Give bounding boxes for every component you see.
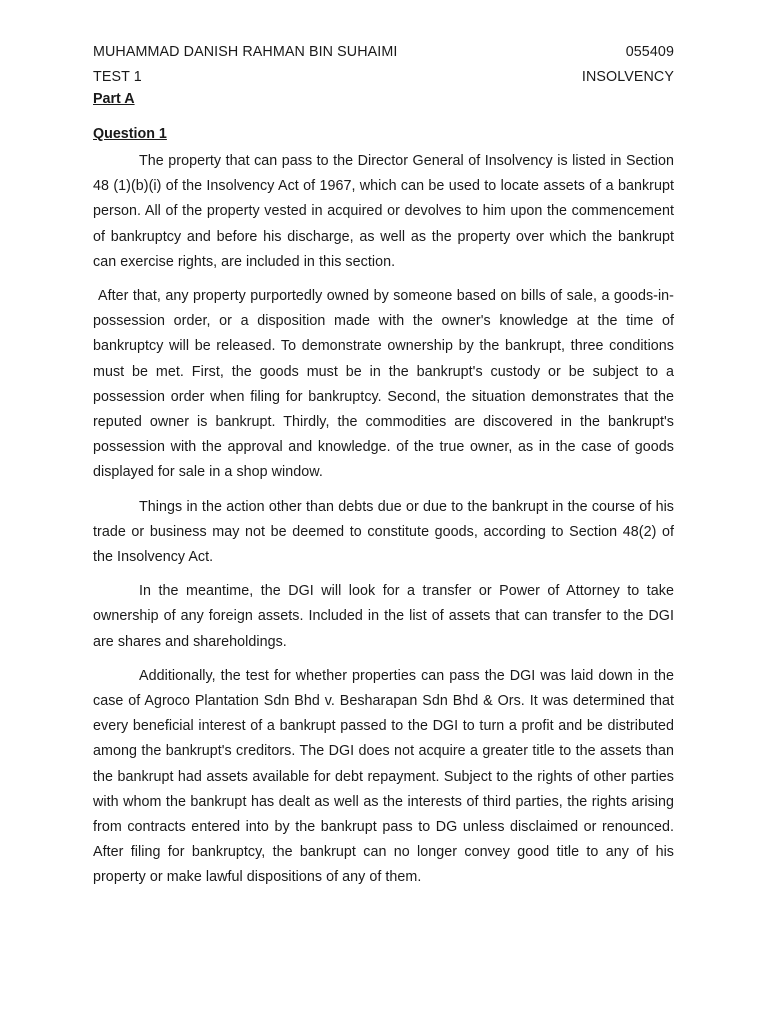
student-name: MUHAMMAD DANISH RAHMAN BIN SUHAIMI [93,44,398,60]
question-heading: Question 1 [93,126,167,142]
paragraph: After that, any property purportedly owned by someone based on bills of sale, a goods-in-possession order, or a disposition made with the owner's knowledge at the time of bankruptcy will be released. To demonstrate ownership by the bankrupt, three conditions must be met. First, the goods must be in the bankrupt's custody or be subject to a possession order when filing for bankruptcy. Second, the situation demonstrates that the reputed owner is bankrupt. Thirdly, the commodities are discovered in the bankrupt's possession with the approval and knowledge. of the true owner, as in the case of goods displayed for sale in a shop window. [93,288,674,481]
paragraph: The property that can pass to the Director General of Insolvency is listed in Section 48 (1)(b)(i) of the Insolvency Act of 1967, which can be used to locate assets of a bankrupt person. All of the property vested in acquired or devolves to him upon the commencement of bankruptcy and before his discharge, as well as the property over which the bankrupt can exercise rights, are included in this section. [93,153,674,270]
paragraph: Things in the action other than debts due or due to the bankrupt in the course of his trade or business may not be deemed to constitute goods, according to Section 48(2) of the Insolvency Act. [93,498,674,566]
header-row-test [93,68,674,87]
student-id: 055409 [625,44,674,60]
subject-label: INSOLVENCY [581,69,674,85]
paragraph: Additionally, the test for whether properties can pass the DGI was laid down in the case of Agroco Plantation Sdn Bhd v. Besharapan Sdn Bhd & Ors. It was determined that every beneficial interest of a bankrupt passed to the DGI to turn a profit and be distributed among the bankrupt's creditors. The DGI does not acquire a greater title to the assets than the bankrupt had assets available for debt repayment. Subject to the rights of other parties with whom the bankrupt has dealt as well as the interests of third parties, the rights arising from contracts entered into by the bankrupt pass to DG unless disclaimed or renounced. After filing for bankruptcy, the bankrupt can no longer convey good title to any of his property or make lawful dispositions of any of them. [93,667,674,886]
document-page [93,43,674,891]
test-label: TEST 1 [93,69,142,85]
part-heading: Part A [93,91,135,107]
header-row-name [93,43,674,62]
paragraph: In the meantime, the DGI will look for a transfer or Power of Attorney to take ownership of any foreign assets. Included in the list of assets that can transfer to the DGI are shares and shareholdings. [93,583,674,650]
